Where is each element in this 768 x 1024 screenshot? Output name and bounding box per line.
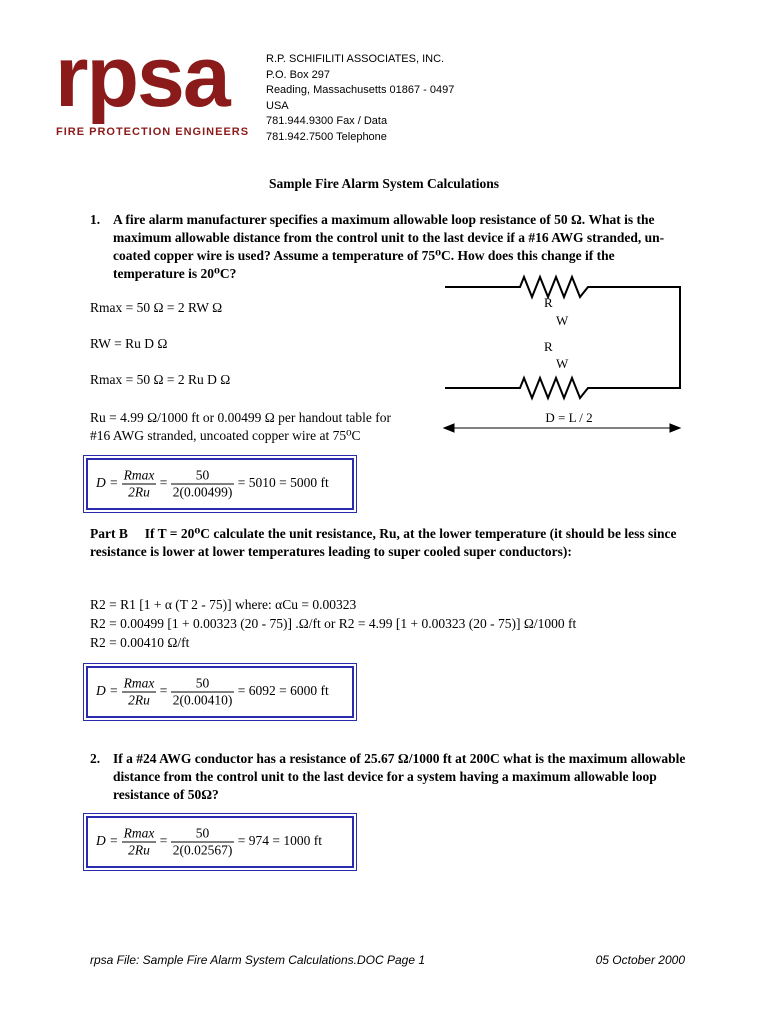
formula-lhs: D = xyxy=(96,683,119,699)
resistor-label-r-bottom: R xyxy=(544,339,553,354)
formula-value-top: 50 xyxy=(171,676,235,693)
equation-ru-line1: Ru = 4.99 Ω/1000 ft or 0.00499 Ω per handout table for xyxy=(90,410,392,425)
formula-value-top: 50 xyxy=(171,826,235,843)
address-line: 781.944.9300 Fax / Data xyxy=(266,115,388,128)
part-b-text xyxy=(90,525,690,561)
formula-value-bottom: 2(0.00410) xyxy=(172,692,233,708)
formula-lhs: D = xyxy=(96,475,119,491)
question-2-text: If a #24 AWG conductor has a resistance of 25.67 Ω/1000 ft at 200C what is the maximum allowable distance from the control unit to the last device for a system having a maximum allowable loop resistance of 50Ω? xyxy=(113,751,686,802)
resistor-label-w-top: W xyxy=(556,313,569,328)
formula-box-1: D = $\frac{Rmax}{2Ru}$ = $\frac{50}{2(0.00499)}$ = 5010 = 5000 ft xyxy=(86,458,354,510)
formula-frac-top: Rmax xyxy=(123,825,155,841)
formula-result: = 974 = 1000 ft xyxy=(237,833,322,849)
question-1-text: A fire alarm manufacturer specifies a maximum allowable loop resistance of 50 Ω. What is the maximum allowable distance from the control unit to the last device if a #16 AWG stranded, un-coated copper wire is used? Assume a temperature of 75⁰C. How does this change if the temperature is 20⁰C? xyxy=(113,212,665,281)
address-line: P.O. Box 297 xyxy=(266,68,331,81)
formula-result: = 5010 = 5000 ft xyxy=(237,475,329,491)
part-b-label: Part B xyxy=(90,526,128,541)
footer-date: 05 October 2000 xyxy=(595,953,685,967)
formula-value-bottom: 2(0.02567) xyxy=(172,842,233,858)
equation-rmax: Rmax = 50 Ω = 2 RW Ω xyxy=(90,300,223,315)
document-title: Sample Fire Alarm System Calculations xyxy=(269,176,499,191)
formula-frac-bottom: 2Ru xyxy=(128,484,150,500)
top-wire-resistor xyxy=(445,277,680,398)
address-line: 781.942.7500 Telephone xyxy=(266,130,387,143)
formula-frac-bottom: 2Ru xyxy=(128,692,150,708)
distance-label: D = L / 2 xyxy=(524,410,614,426)
formula-lhs: D = xyxy=(96,833,119,849)
address-line: Reading, Massachusetts 01867 - 0497 xyxy=(266,84,455,97)
equation-r2-result: R2 = 0.00410 Ω/ft xyxy=(90,635,190,650)
equation-ru-line2: #16 AWG stranded, uncoated copper wire at 75⁰C xyxy=(90,428,361,443)
part-b-question: If T = 20⁰C calculate the unit resistance, Ru, at the lower temperature (it should be less since resistance is lower at lower temperatures leading to super cooled super conductors): xyxy=(90,526,677,559)
address-line: R.P. SCHIFILITI ASSOCIATES, INC. xyxy=(266,53,445,65)
arrow-right-icon xyxy=(670,424,680,432)
equation-r2-formula: R2 = R1 [1 + α (T 2 - 75)] where: αCu = 0.00323 xyxy=(90,597,357,612)
question-1-number: 1. xyxy=(90,212,101,227)
arrow-left-icon xyxy=(444,424,454,432)
formula-frac-top: Rmax xyxy=(123,467,155,483)
footer-file-info: rpsa File: Sample Fire Alarm System Calculations.DOC Page 1 xyxy=(90,953,426,967)
formula-result: = 6092 = 6000 ft xyxy=(237,683,329,699)
formula-value-bottom: 2(0.00499) xyxy=(172,484,233,500)
formula-value-top: 50 xyxy=(171,468,235,485)
page-footer xyxy=(90,953,685,967)
equation-rmax-ru: Rmax = 50 Ω = 2 Ru D Ω xyxy=(90,372,231,387)
equation-rw: RW = Ru D Ω xyxy=(90,336,168,351)
formula-frac-bottom: 2Ru xyxy=(128,842,150,858)
company-address xyxy=(266,52,454,146)
formula-box-3: D = $\frac{Rmax}{2Ru}$ = $\frac{50}{2(0.02567)}$ = 974 = 1000 ft xyxy=(86,816,354,868)
question-2-number: 2. xyxy=(90,751,101,766)
logo-subtitle: FIRE PROTECTION ENGINEERS xyxy=(56,126,250,138)
company-logo: rpsa xyxy=(55,29,229,125)
resistor-label-r-top: R xyxy=(544,295,553,310)
address-line: USA xyxy=(266,99,289,112)
formula-box-2: D = $\frac{Rmax}{2Ru}$ = $\frac{50}{2(0.00410)}$ = 6092 = 6000 ft xyxy=(86,666,354,718)
equation-r2-values: R2 = 0.00499 [1 + 0.00323 (20 - 75)] .Ω/ft or R2 = 4.99 [1 + 0.00323 (20 - 75)] Ω/1000 ft xyxy=(90,616,577,631)
formula-frac-top: Rmax xyxy=(123,675,155,691)
resistor-label-w-bottom: W xyxy=(556,356,569,371)
